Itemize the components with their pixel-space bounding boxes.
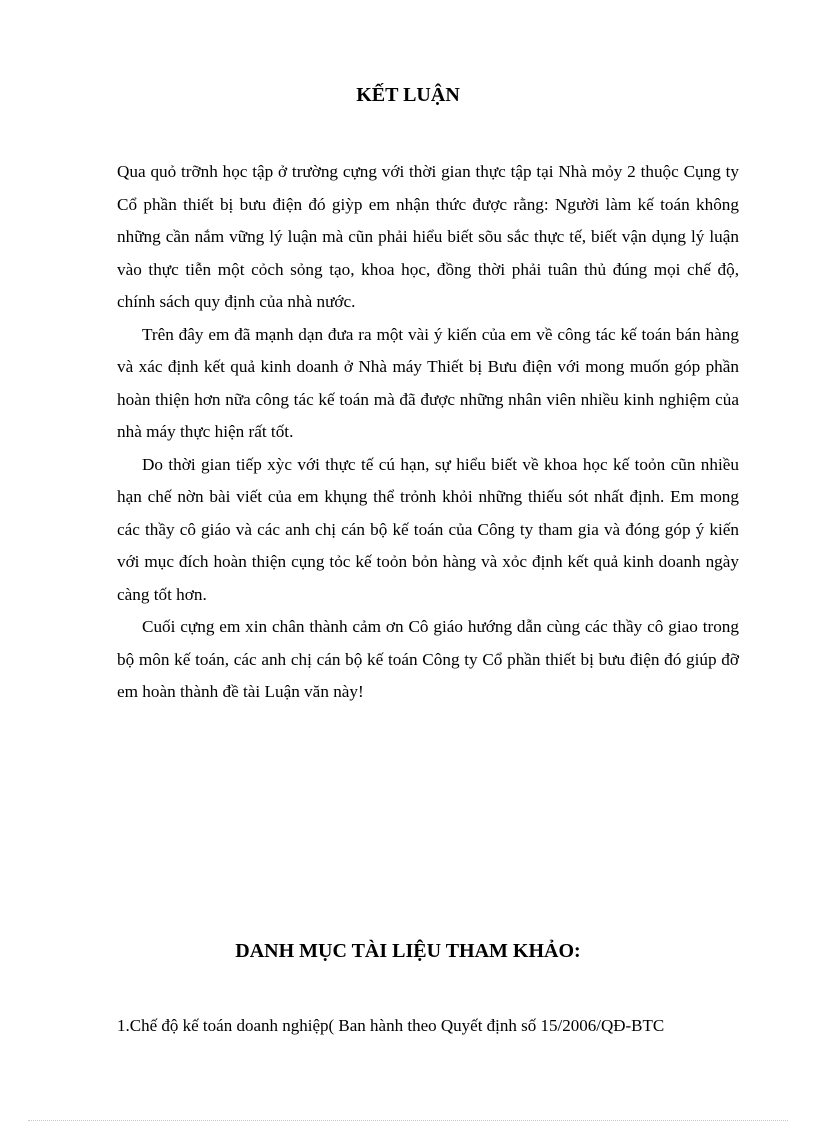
conclusion-title: KẾT LUẬN	[356, 84, 460, 106]
page-bottom-divider	[28, 1120, 788, 1121]
conclusion-paragraph: Qua quỏ trỡnh học tập ở trường cựng với thời gian thực tập tại Nhà mỏy 2 thuộc Cụng ty Cổ phần thiết bị bưu điện đó giỳp em nhận thức được rằng: Người làm kế toán không những cần nắm vững lý luận mà cũn phải hiểu biết sõu sắc thực tế, biết vận dụng lý luận vào thực tiễn một cỏch sỏng tạo, khoa học, đồng thời phải tuân thủ đúng mọi chế độ, chính sách quy định của nhà nước.	[117, 162, 739, 311]
conclusion-body	[117, 156, 739, 709]
conclusion-paragraph: Cuối cựng em xin chân thành cảm ơn Cô giáo hướng dẫn cùng các thầy cô giao trong bộ môn kế toán, các anh chị cán bộ kế toán Công ty Cổ phần thiết bị bưu điện đó giúp đỡ em hoàn thành đề tài Luận văn này!	[117, 617, 739, 701]
conclusion-paragraph: Do thời gian tiếp xỳc với thực tế cú hạn, sự hiểu biết về khoa học kế toỏn cũn nhiều hạn chế nờn bài viết của em khụng thể trỏnh khỏi những thiếu sót nhất định. Em mong các thầy cô giáo và các anh chị cán bộ kế toán của Công ty tham gia và đóng góp ý kiến với mục đích hoàn thiện cụng tỏc kế toỏn bỏn hàng và xỏc định kết quả kinh doanh ngày càng tốt hơn.	[117, 454, 739, 604]
references-title: DANH MỤC TÀI LIỆU THAM KHẢO:	[235, 940, 581, 962]
conclusion-paragraph: Trên đây em đã mạnh dạn đưa ra một vài ý kiến của em về công tác kế toán bán hàng và xác định kết quả kinh doanh ở Nhà máy Thiết bị Bưu điện với mong muốn góp phần hoàn thiện hơn nữa công tác kế toán mà đã được những nhân viên nhiều kinh nghiệm của nhà máy thực hiện rất tốt.	[117, 324, 739, 441]
reference-item: 1.Chế độ kế toán doanh nghiệp( Ban hành theo Quyết định số 15/2006/QĐ-BTC	[117, 1016, 665, 1035]
